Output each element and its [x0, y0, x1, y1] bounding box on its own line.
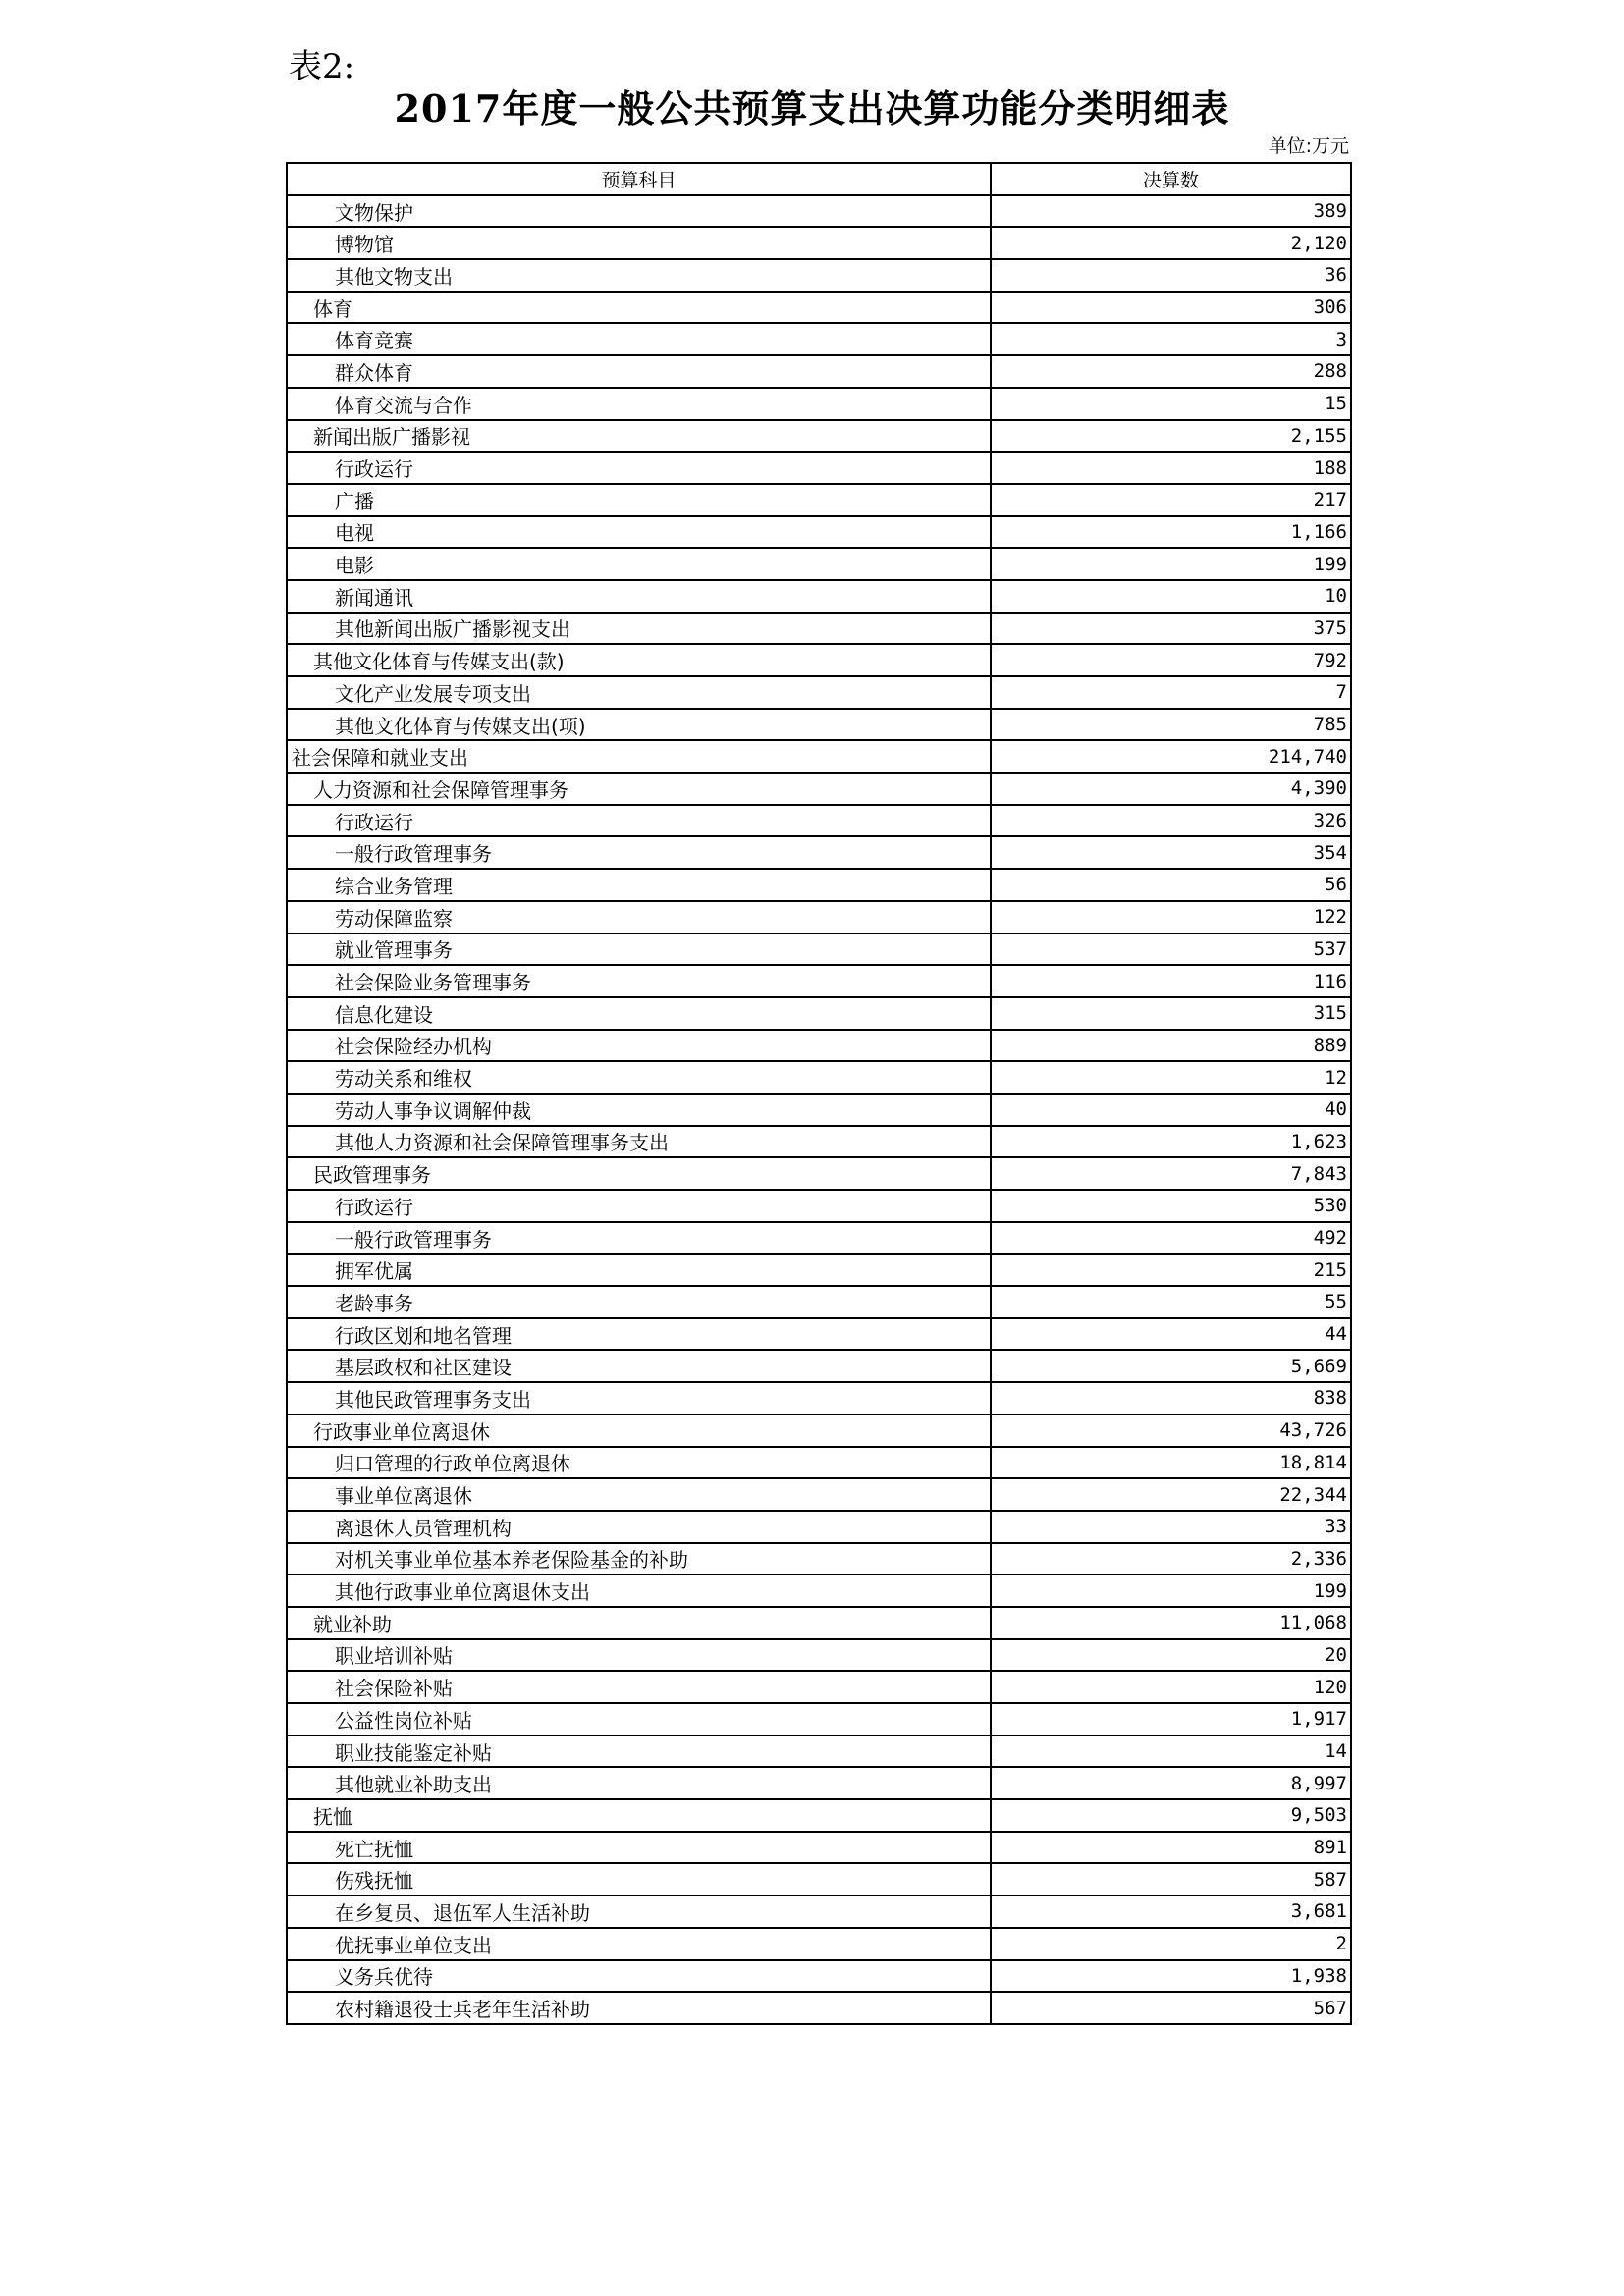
row-item-name: 其他人力资源和社会保障管理事务支出: [287, 1126, 991, 1158]
table-row: [287, 1735, 1351, 1768]
table-row: [287, 644, 1351, 676]
row-item-name: 社会保障和就业支出: [287, 740, 991, 773]
row-item-name: 一般行政管理事务: [287, 836, 991, 869]
row-item-name: 新闻通讯: [287, 580, 991, 613]
table-row: [287, 1639, 1351, 1672]
row-item-name: 社会保险业务管理事务: [287, 965, 991, 997]
row-item-name: 新闻出版广播影视: [287, 420, 991, 453]
row-item-name: 伤残抚恤: [287, 1863, 991, 1896]
table-row: [287, 901, 1351, 934]
table-row: [287, 1415, 1351, 1447]
table-row: [287, 227, 1351, 259]
row-amount: 288: [991, 355, 1351, 388]
table-row: [287, 1157, 1351, 1190]
budget-table: [286, 162, 1352, 2025]
row-amount: 10: [991, 580, 1351, 613]
row-amount: 217: [991, 484, 1351, 516]
row-amount: 188: [991, 452, 1351, 484]
row-item-name: 劳动关系和维权: [287, 1061, 991, 1094]
row-amount: 22,344: [991, 1478, 1351, 1511]
table-row: [287, 1382, 1351, 1415]
row-amount: 33: [991, 1511, 1351, 1543]
row-item-name: 行政运行: [287, 452, 991, 484]
row-amount: 18,814: [991, 1447, 1351, 1479]
table-row: [287, 1318, 1351, 1351]
row-item-name: 抚恤: [287, 1799, 991, 1832]
row-amount: 891: [991, 1832, 1351, 1864]
table-row: [287, 1543, 1351, 1575]
table-row: [287, 1350, 1351, 1382]
row-item-name: 行政运行: [287, 805, 991, 837]
table-row: [287, 1511, 1351, 1543]
table-row: [287, 1960, 1351, 1993]
table-row: [287, 1703, 1351, 1735]
row-amount: 14: [991, 1735, 1351, 1768]
row-amount: 43,726: [991, 1415, 1351, 1447]
row-item-name: 行政运行: [287, 1190, 991, 1222]
table-row: [287, 1607, 1351, 1639]
row-item-name: 电影: [287, 548, 991, 580]
row-item-name: 社会保险经办机构: [287, 1030, 991, 1062]
table-row: [287, 740, 1351, 773]
row-amount: 389: [991, 195, 1351, 228]
table-row: [287, 323, 1351, 355]
page-title: 2017年度一般公共预算支出决算功能分类明细表: [394, 86, 1230, 131]
table-row: [287, 1254, 1351, 1286]
row-item-name: 体育交流与合作: [287, 388, 991, 420]
row-amount: 55: [991, 1286, 1351, 1318]
row-item-name: 其他文化体育与传媒支出(项): [287, 709, 991, 741]
row-item-name: 优抚事业单位支出: [287, 1928, 991, 1960]
table-row: [287, 997, 1351, 1030]
row-item-name: 离退休人员管理机构: [287, 1511, 991, 1543]
row-amount: 537: [991, 934, 1351, 966]
row-amount: 199: [991, 1575, 1351, 1607]
row-amount: 116: [991, 965, 1351, 997]
row-item-name: 其他民政管理事务支出: [287, 1382, 991, 1415]
table-row: [287, 580, 1351, 613]
row-amount: 1,166: [991, 516, 1351, 549]
row-amount: 492: [991, 1222, 1351, 1255]
row-item-name: 在乡复员、退伍军人生活补助: [287, 1896, 991, 1928]
row-amount: 3: [991, 323, 1351, 355]
table-row: [287, 1767, 1351, 1799]
row-amount: 306: [991, 292, 1351, 324]
row-amount: 315: [991, 997, 1351, 1030]
table-row: [287, 292, 1351, 324]
row-amount: 587: [991, 1863, 1351, 1896]
row-amount: 838: [991, 1382, 1351, 1415]
table-row: [287, 1094, 1351, 1126]
row-amount: 530: [991, 1190, 1351, 1222]
unit-label: 单位:万元: [1268, 135, 1349, 157]
row-amount: 785: [991, 709, 1351, 741]
table-row: [287, 516, 1351, 549]
row-item-name: 农村籍退役士兵老年生活补助: [287, 1992, 991, 2024]
row-amount: 2,155: [991, 420, 1351, 453]
table-row: [287, 1190, 1351, 1222]
row-amount: 354: [991, 836, 1351, 869]
table-row: [287, 805, 1351, 837]
table-row: [287, 388, 1351, 420]
row-amount: 3,681: [991, 1896, 1351, 1928]
row-amount: 1,917: [991, 1703, 1351, 1735]
row-amount: 1,623: [991, 1126, 1351, 1158]
table-row: [287, 1478, 1351, 1511]
row-item-name: 博物馆: [287, 227, 991, 259]
table-row: [287, 1030, 1351, 1062]
table-row: [287, 709, 1351, 741]
row-item-name: 其他就业补助支出: [287, 1767, 991, 1799]
table-row: [287, 965, 1351, 997]
table-row: [287, 1671, 1351, 1703]
row-item-name: 归口管理的行政单位离退休: [287, 1447, 991, 1479]
row-item-name: 行政事业单位离退休: [287, 1415, 991, 1447]
table-row: [287, 1447, 1351, 1479]
row-amount: 40: [991, 1094, 1351, 1126]
header-amount: 决算数: [991, 163, 1351, 195]
row-amount: 4,390: [991, 773, 1351, 805]
row-amount: 56: [991, 869, 1351, 901]
table-row: [287, 420, 1351, 453]
table-row: [287, 1799, 1351, 1832]
row-item-name: 群众体育: [287, 355, 991, 388]
row-item-name: 广播: [287, 484, 991, 516]
row-item-name: 其他文物支出: [287, 259, 991, 292]
row-item-name: 老龄事务: [287, 1286, 991, 1318]
row-item-name: 劳动保障监察: [287, 901, 991, 934]
row-item-name: 人力资源和社会保障管理事务: [287, 773, 991, 805]
table-row: [287, 1222, 1351, 1255]
row-item-name: 死亡抚恤: [287, 1832, 991, 1864]
table-row: [287, 1061, 1351, 1094]
row-amount: 375: [991, 613, 1351, 645]
row-amount: 889: [991, 1030, 1351, 1062]
table-row: [287, 195, 1351, 228]
row-item-name: 信息化建设: [287, 997, 991, 1030]
table-row: [287, 869, 1351, 901]
row-item-name: 就业管理事务: [287, 934, 991, 966]
row-item-name: 电视: [287, 516, 991, 549]
row-item-name: 体育: [287, 292, 991, 324]
row-item-name: 拥军优属: [287, 1254, 991, 1286]
row-item-name: 义务兵优待: [287, 1960, 991, 1993]
row-amount: 36: [991, 259, 1351, 292]
row-item-name: 一般行政管理事务: [287, 1222, 991, 1255]
row-amount: 8,997: [991, 1767, 1351, 1799]
table-row: [287, 1863, 1351, 1896]
row-amount: 7: [991, 676, 1351, 709]
header-item: 预算科目: [287, 163, 991, 195]
table-row: [287, 1126, 1351, 1158]
row-amount: 9,503: [991, 1799, 1351, 1832]
row-amount: 326: [991, 805, 1351, 837]
table-row: [287, 484, 1351, 516]
row-amount: 1,938: [991, 1960, 1351, 1993]
table-row: [287, 676, 1351, 709]
row-item-name: 职业技能鉴定补贴: [287, 1735, 991, 1768]
row-item-name: 公益性岗位补贴: [287, 1703, 991, 1735]
table-row: [287, 934, 1351, 966]
table-row: [287, 773, 1351, 805]
row-amount: 215: [991, 1254, 1351, 1286]
table-row: [287, 1575, 1351, 1607]
row-amount: 7,843: [991, 1157, 1351, 1190]
table-row: [287, 1286, 1351, 1318]
row-amount: 12: [991, 1061, 1351, 1094]
table-row: [287, 1832, 1351, 1864]
row-item-name: 劳动人事争议调解仲裁: [287, 1094, 991, 1126]
table-row: [287, 355, 1351, 388]
table-row: [287, 1896, 1351, 1928]
row-amount: 792: [991, 644, 1351, 676]
table-row: [287, 613, 1351, 645]
row-item-name: 综合业务管理: [287, 869, 991, 901]
row-item-name: 事业单位离退休: [287, 1478, 991, 1511]
row-item-name: 体育竞赛: [287, 323, 991, 355]
table-row: [287, 1928, 1351, 1960]
table-row: [287, 259, 1351, 292]
row-item-name: 文化产业发展专项支出: [287, 676, 991, 709]
table-row: [287, 836, 1351, 869]
table-label: 表2:: [289, 47, 355, 86]
row-item-name: 社会保险补贴: [287, 1671, 991, 1703]
row-item-name: 其他新闻出版广播影视支出: [287, 613, 991, 645]
row-item-name: 民政管理事务: [287, 1157, 991, 1190]
row-item-name: 其他行政事业单位离退休支出: [287, 1575, 991, 1607]
row-amount: 44: [991, 1318, 1351, 1351]
row-amount: 567: [991, 1992, 1351, 2024]
row-item-name: 基层政权和社区建设: [287, 1350, 991, 1382]
row-amount: 214,740: [991, 740, 1351, 773]
table-row: [287, 1992, 1351, 2024]
row-item-name: 就业补助: [287, 1607, 991, 1639]
row-item-name: 其他文化体育与传媒支出(款): [287, 644, 991, 676]
row-amount: 15: [991, 388, 1351, 420]
row-amount: 120: [991, 1671, 1351, 1703]
row-amount: 2,336: [991, 1543, 1351, 1575]
row-amount: 2,120: [991, 227, 1351, 259]
row-item-name: 对机关事业单位基本养老保险基金的补助: [287, 1543, 991, 1575]
row-amount: 122: [991, 901, 1351, 934]
row-item-name: 文物保护: [287, 195, 991, 228]
table-row: [287, 548, 1351, 580]
row-item-name: 行政区划和地名管理: [287, 1318, 991, 1351]
row-amount: 11,068: [991, 1607, 1351, 1639]
header-row: [287, 163, 1351, 195]
row-amount: 2: [991, 1928, 1351, 1960]
row-amount: 199: [991, 548, 1351, 580]
row-amount: 20: [991, 1639, 1351, 1672]
table-row: [287, 452, 1351, 484]
row-item-name: 职业培训补贴: [287, 1639, 991, 1672]
row-amount: 5,669: [991, 1350, 1351, 1382]
